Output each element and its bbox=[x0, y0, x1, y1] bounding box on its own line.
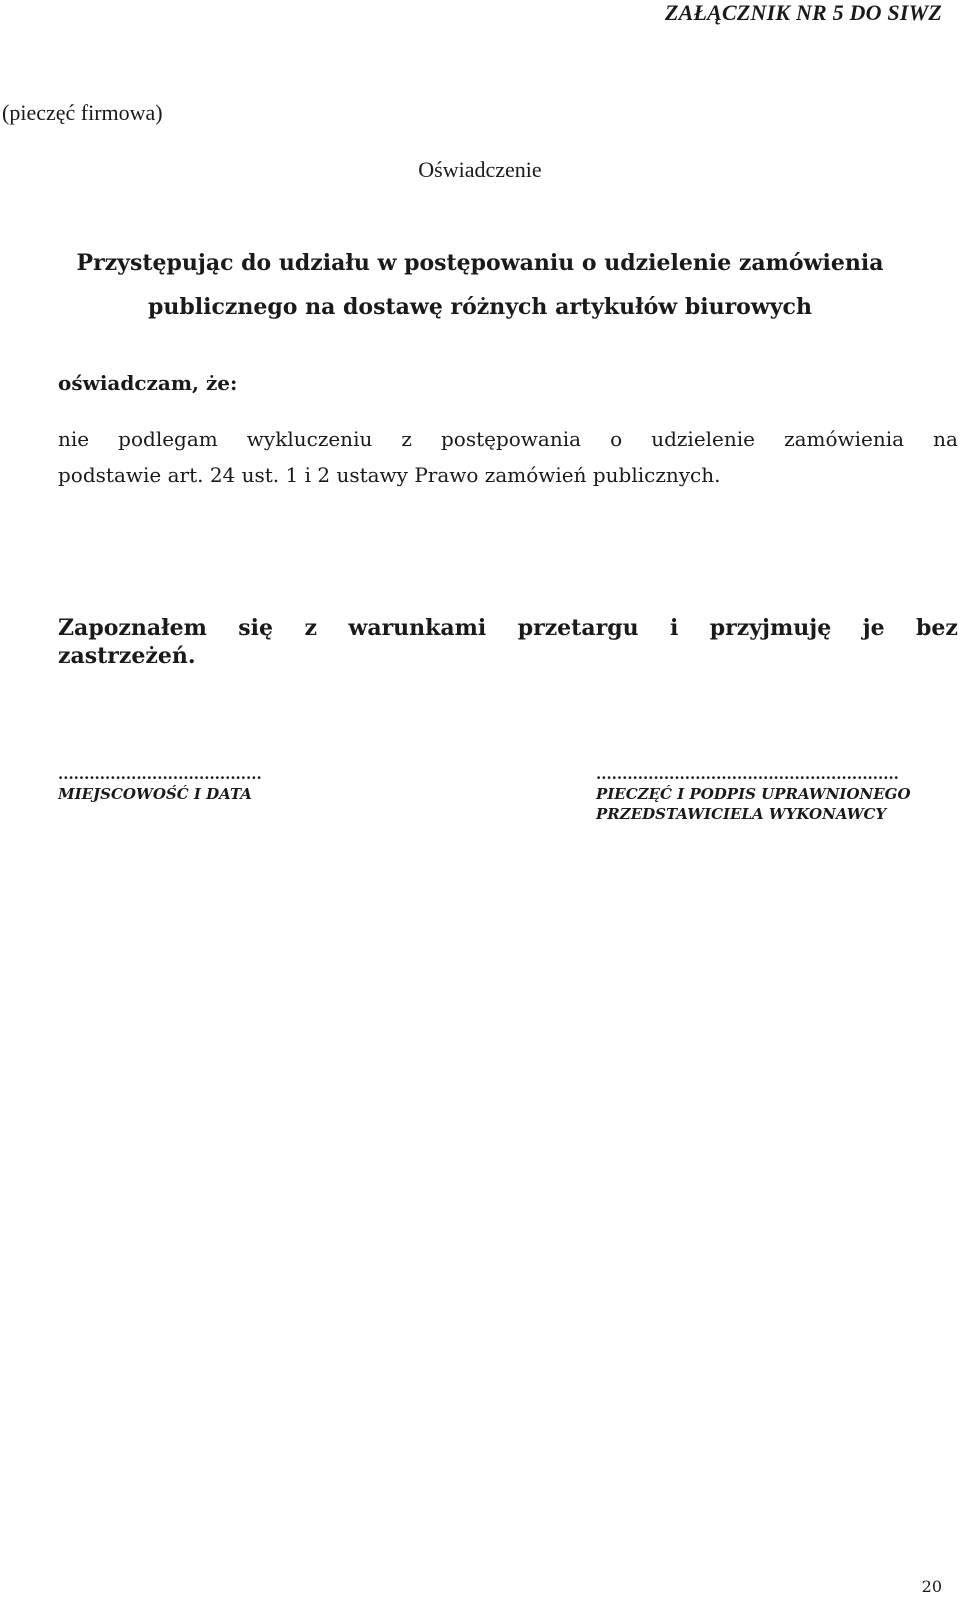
annex-title: ZAŁĄCZNIK NR 5 DO SIWZ bbox=[665, 0, 942, 25]
acceptance-word: i bbox=[670, 615, 679, 641]
intro-line-1: Przystępując do udziału w postępowaniu o udzielenie zamówienia bbox=[76, 250, 884, 276]
acceptance-word: przetargu bbox=[517, 615, 639, 641]
exclusion-statement bbox=[58, 421, 958, 493]
signature-place-date bbox=[58, 764, 262, 804]
acceptance-word: bez bbox=[916, 615, 958, 641]
statement-word: zamówienia bbox=[784, 427, 905, 451]
statement-line-2: podstawie art. 24 ust. 1 i 2 ustawy Prawo zamówień publicznych. bbox=[58, 463, 721, 487]
acceptance-word: Zapoznałem bbox=[58, 615, 207, 641]
statement-word: udzielenie bbox=[651, 427, 756, 451]
statement-word: z bbox=[401, 427, 412, 451]
acceptance-word: warunkami bbox=[348, 615, 487, 641]
statement-word: o bbox=[610, 427, 623, 451]
acceptance-word: się bbox=[238, 615, 274, 641]
acceptance-word: z bbox=[304, 615, 317, 641]
declare-label: oświadczam, że: bbox=[58, 371, 238, 395]
statement-line-1 bbox=[58, 421, 958, 457]
signature-representative bbox=[596, 764, 911, 824]
acceptance-line-1 bbox=[58, 614, 958, 642]
representative-label-line-2: PRZEDSTAWICIELA WYKONAWCY bbox=[596, 805, 887, 823]
intro-paragraph bbox=[0, 241, 960, 329]
statement-word: postępowania bbox=[440, 427, 582, 451]
place-date-label: MIEJSCOWOŚĆ I DATA bbox=[58, 785, 252, 803]
statement-word: podlegam bbox=[118, 427, 218, 451]
page-number: 20 bbox=[921, 1577, 942, 1596]
statement-word: nie bbox=[58, 427, 90, 451]
signature-dots-right: .......................................................... bbox=[596, 765, 899, 783]
statement-word: na bbox=[933, 427, 958, 451]
statement-word: wykluczeniu bbox=[246, 427, 373, 451]
acceptance-statement bbox=[58, 614, 958, 670]
acceptance-word: je bbox=[862, 615, 885, 641]
acceptance-line-2: zastrzeżeń. bbox=[58, 643, 196, 669]
declaration-title: Oświadczenie bbox=[418, 157, 542, 182]
acceptance-word: przyjmuję bbox=[709, 615, 832, 641]
signature-dots-left: ....................................... bbox=[58, 765, 262, 783]
representative-label-line-1: PIECZĘĆ I PODPIS UPRAWNIONEGO bbox=[596, 785, 911, 803]
intro-line-2: publicznego na dostawę różnych artykułów biurowych bbox=[148, 294, 812, 320]
company-stamp-label: (pieczęć firmowa) bbox=[2, 100, 163, 125]
